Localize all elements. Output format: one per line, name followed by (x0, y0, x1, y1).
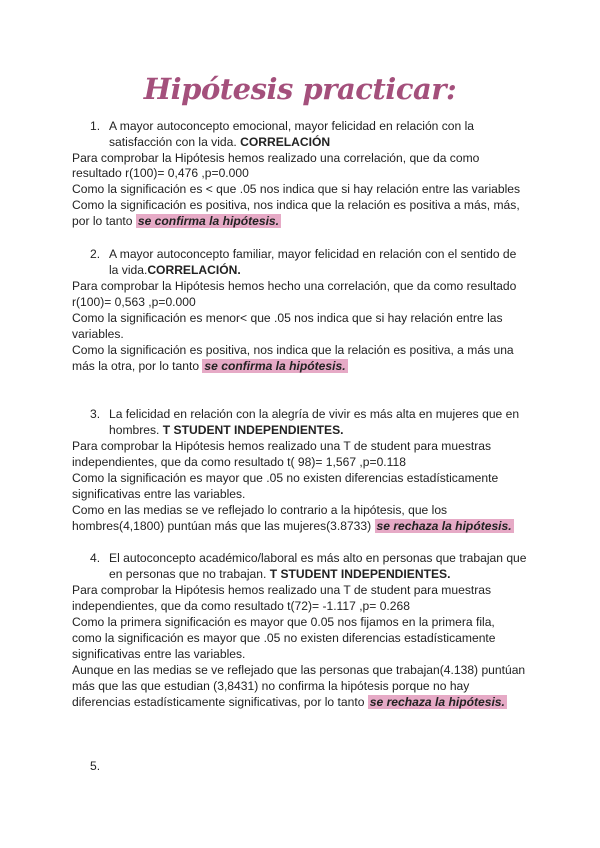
body-line: hombres(4,1800) puntúan más que las mujeres(3.8733) se rechaza la hipótesis. (72, 519, 512, 533)
body-line: como la significación es mayor que .05 no existen diferencias estadísticamente (72, 631, 496, 645)
body-line: Como la significación es positiva, nos indica que la relación es positiva, a más una (72, 343, 514, 357)
item-number: 3. (90, 407, 101, 421)
hypothesis-text: la vida.CORRELACIÓN. (109, 263, 241, 277)
item-number: 2. (90, 247, 101, 261)
body-line: Como en las medias se ve reflejado lo contrario a la hipótesis, que los (72, 503, 448, 517)
body-line: Aunque en las medias se ve reflejado que las personas que trabajan(4.138) puntúan (72, 663, 526, 677)
conclusion-highlight: se confirma la hipótesis. (137, 214, 280, 228)
body-line: más que las que estudian (3,8431) no confirma la hipótesis porque no hay (72, 679, 470, 693)
body-line: independientes, que da como resultado t( 98)= 1,567 ,p=0.118 (72, 455, 406, 469)
item-number: 4. (90, 551, 101, 565)
body-line: diferencias estadísticamente significativas, por lo tanto se rechaza la hipótesis. (72, 695, 505, 709)
test-type: T STUDENT INDEPENDIENTES. (269, 567, 451, 581)
conclusion-highlight: se confirma la hipótesis. (204, 359, 346, 373)
hypothesis-text: A mayor autoconcepto familiar, mayor felicidad en relación con el sentido de (109, 247, 517, 261)
test-type: CORRELACIÓN (240, 135, 331, 149)
body-line: Para comprobar la Hipótesis hemos realizado una T de student para muestras (72, 583, 492, 597)
body-line: Como la significación es positiva, nos indica que la relación es positiva a más, más, (72, 198, 520, 212)
item-number: 5. (90, 759, 101, 773)
conclusion-highlight: se rechaza la hipótesis. (369, 695, 505, 709)
body-line: Como la significación es < que .05 nos indica que si hay relación entre las variables (72, 182, 521, 196)
test-type: T STUDENT INDEPENDIENTES. (162, 423, 344, 437)
hypothesis-text: La felicidad en relación con la alegría de vivir es más alta en mujeres que en (109, 407, 520, 421)
item-number: 1. (90, 119, 101, 133)
body-line: significativas entre las variables. (72, 647, 246, 661)
conclusion-highlight: se rechaza la hipótesis. (376, 519, 512, 533)
body-line: Como la significación es menor< que .05 nos indica que si hay relación entre las (72, 311, 503, 325)
hypothesis-text: en personas que no trabajan. T STUDENT INDEPENDIENTES. (109, 567, 451, 581)
hypothesis-text: hombres. T STUDENT INDEPENDIENTES. (109, 423, 344, 437)
body-line: Como la significación es mayor que .05 no existen diferencias estadísticamente (72, 471, 499, 485)
body-line: r(100)= 0,563 ,p=0.000 (72, 295, 196, 309)
body-line: más la otra, por lo tanto se confirma la hipótesis. (72, 359, 346, 373)
hypothesis-text: A mayor autoconcepto emocional, mayor felicidad en relación con la (109, 119, 475, 133)
body-line: Como la primera significación es mayor que 0.05 nos fijamos en la primera fila, (72, 615, 495, 629)
hypothesis-text: El autoconcepto académico/laboral es más alto en personas que trabajan que (109, 551, 527, 565)
page-title: Hipótesis practicar: (143, 72, 457, 106)
body-line: Para comprobar la Hipótesis hemos realizado una T de student para muestras (72, 439, 492, 453)
body-line: significativas entre las variables. (72, 487, 246, 501)
body-line: independientes, que da como resultado t(72)= -1.117 ,p= 0.268 (72, 599, 410, 613)
hypothesis-text: satisfacción con la vida. CORRELACIÓN (109, 135, 331, 149)
body-line: Para comprobar la Hipótesis hemos realizado una correlación, que da como (72, 151, 480, 165)
test-type: CORRELACIÓN. (147, 263, 241, 277)
body-line: Para comprobar la Hipótesis hemos hecho una correlación, que da como resultado (72, 279, 517, 293)
body-line: por lo tanto se confirma la hipótesis. (72, 214, 280, 228)
body-line: variables. (72, 327, 124, 341)
body-line: resultado r(100)= 0,476 ,p=0.000 (72, 166, 249, 180)
